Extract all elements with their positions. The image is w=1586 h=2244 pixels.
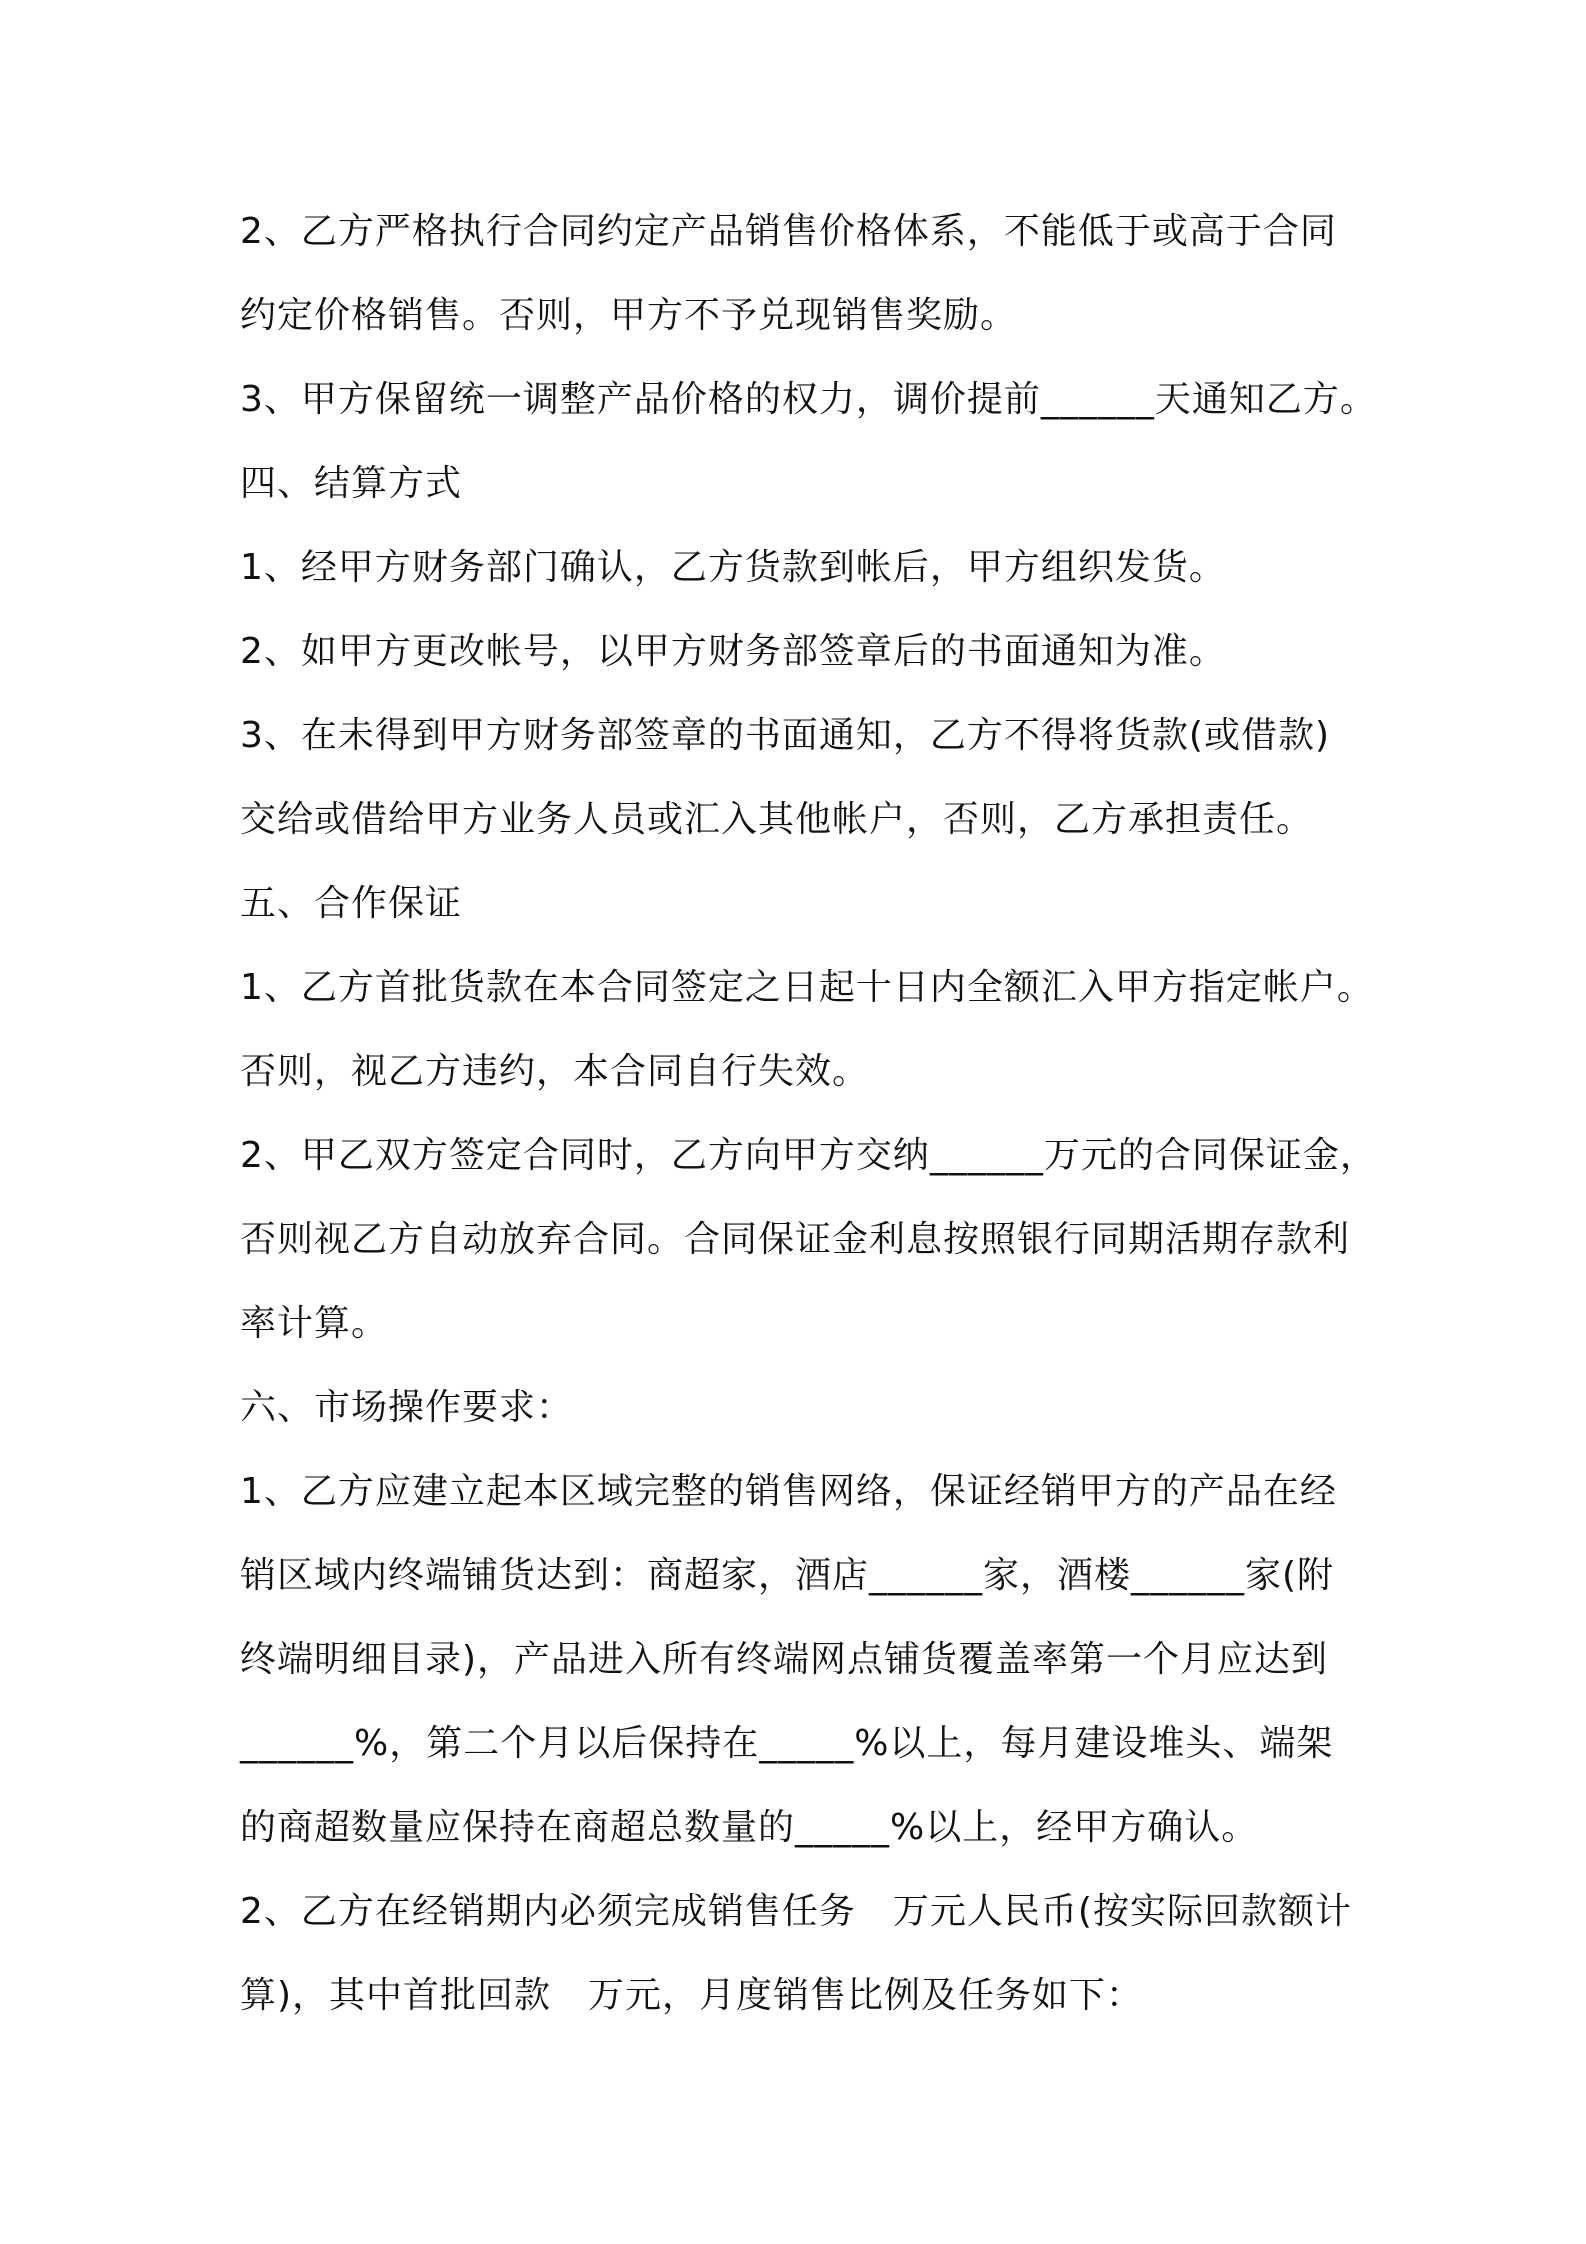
section-heading: 四、结算方式 [240, 463, 463, 504]
text-line: 2、甲乙双方签定合同时，乙方向甲方交纳______万元的合同保证金， [240, 1135, 1377, 1176]
text-line: 的商超数量应保持在商超总数量的_____%以上，经甲方确认。 [240, 1807, 1259, 1848]
text-line: 销区域内终端铺货达到：商超家，酒店______家，酒楼______家(附 [240, 1555, 1335, 1596]
text-line: 交给或借给甲方业务人员或汇入其他帐户，否则，乙方承担责任。 [240, 799, 1314, 840]
section-heading: 六、市场操作要求： [240, 1387, 574, 1428]
text-line: 3、在未得到甲方财务部签章的书面通知，乙方不得将货款(或借款) [240, 715, 1330, 756]
text-line: 1、乙方首批货款在本合同签定之日起十日内全额汇入甲方指定帐户。 [240, 967, 1374, 1008]
text-line: 1、乙方应建立起本区域完整的销售网络，保证经销甲方的产品在经 [240, 1471, 1337, 1512]
text-line: 3、甲方保留统一调整产品价格的权力，调价提前______天通知乙方。 [240, 379, 1377, 420]
text-line: 算)，其中首批回款 万元，月度销售比例及任务如下： [240, 1975, 1144, 2016]
text-line: ______%，第二个月以后保持在_____%以上，每月建设堆头、端架 [240, 1723, 1334, 1764]
text-line: 终端明细目录)，产品进入所有终端网点铺货覆盖率第一个月应达到 [240, 1639, 1329, 1680]
text-line: 否则视乙方自动放弃合同。合同保证金利息按照银行同期活期存款利 [240, 1219, 1351, 1260]
text-line: 2、如甲方更改帐号，以甲方财务部签章后的书面通知为准。 [240, 631, 1226, 672]
text-line: 率计算。 [240, 1303, 389, 1344]
text-line: 2、乙方在经销期内必须完成销售任务 万元人民币(按实际回款额计 [240, 1891, 1352, 1932]
section-heading: 五、合作保证 [240, 883, 463, 924]
text-line: 约定价格销售。否则，甲方不予兑现销售奖励。 [240, 295, 1018, 336]
contract-page [240, 190, 1377, 2038]
text-line: 2、乙方严格执行合同约定产品销售价格体系，不能低于或高于合同 [240, 211, 1337, 252]
text-line: 1、经甲方财务部门确认，乙方货款到帐后，甲方组织发货。 [240, 547, 1226, 588]
text-line: 否则，视乙方违约，本合同自行失效。 [240, 1051, 870, 1092]
